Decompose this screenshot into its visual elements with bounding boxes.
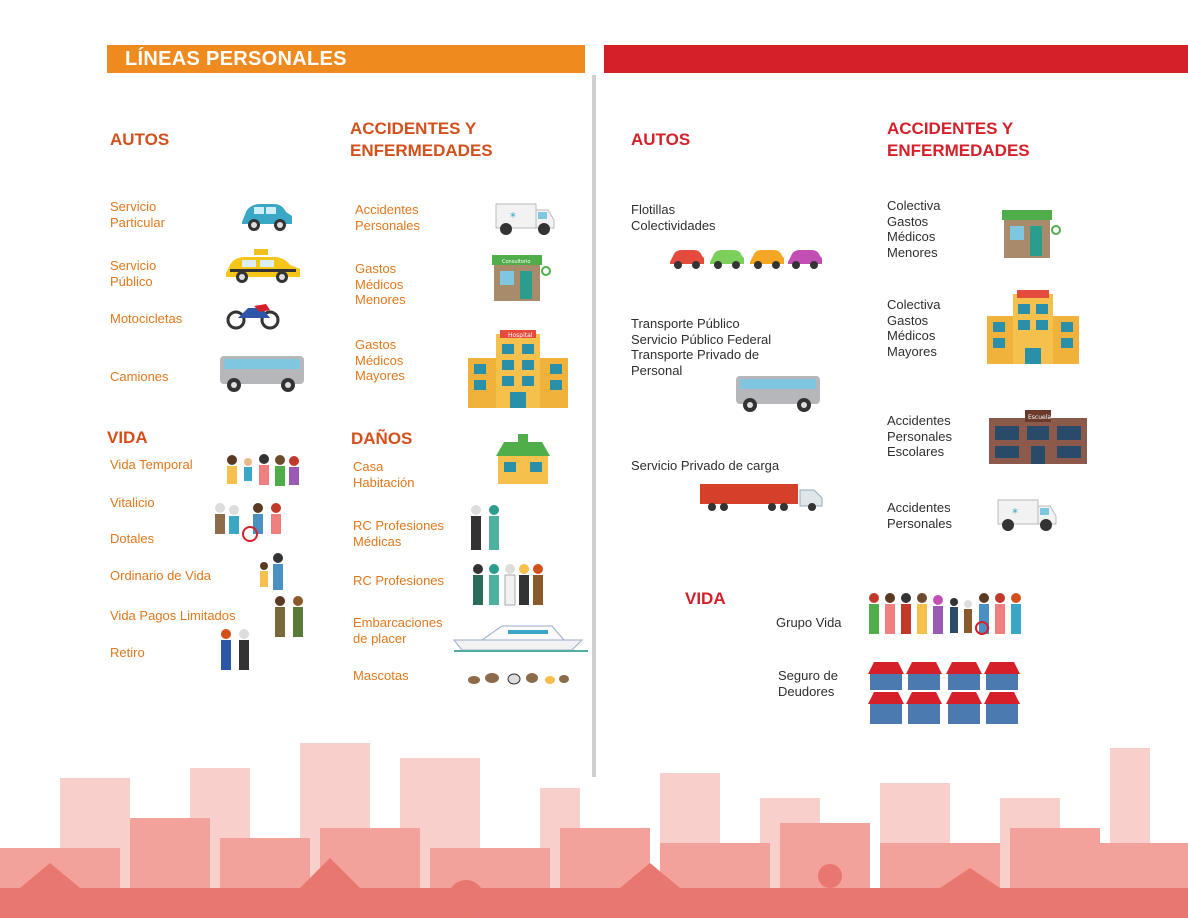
left-vida-item-retiro: Retiro: [110, 645, 145, 660]
hospital-sign: Hospital: [508, 332, 533, 339]
clinic-sign: Consultorio: [502, 259, 531, 265]
group-people-icon: [866, 590, 1028, 638]
yacht-icon: [452, 618, 588, 654]
school-icon: [987, 408, 1089, 466]
left-vida-heading: VIDA: [107, 428, 148, 447]
left-section-banner: LÍNEAS PERSONALES: [107, 45, 585, 73]
elderly-and-family-icon: [210, 500, 290, 546]
left-vida-item-vitalicio: Vitalicio: [110, 495, 155, 510]
right-accidentes-heading: ACCIDENTES Y ENFERMEDADES: [887, 119, 1030, 160]
left-danos-item-rc-medicas: RC Profesiones Médicas: [353, 518, 445, 549]
left-danos-item-casa: Casa Habitación: [353, 459, 415, 490]
left-accidentes-item-personales: Accidentes Personales: [355, 202, 421, 233]
column-divider: [592, 75, 596, 777]
bus-icon: [218, 354, 306, 394]
professionals-icon: [470, 563, 544, 607]
right-autos-item-flotillas: Flotillas Colectividades: [631, 202, 716, 233]
parent-child-icon: [256, 552, 290, 592]
right-accidentes-item-menores: Colectiva Gastos Médicos Menores: [887, 198, 941, 260]
hospital-icon: [985, 290, 1081, 366]
ambulance-icon: [494, 200, 556, 238]
couple-icon: [270, 595, 310, 639]
left-vida-item-dotales: Dotales: [110, 531, 155, 546]
right-autos-item-carga: Servicio Privado de carga: [631, 458, 780, 473]
left-autos-heading: AUTOS: [110, 130, 170, 149]
right-vida-heading: VIDA: [685, 589, 726, 608]
bus-icon: [734, 374, 822, 414]
doctors-icon: [466, 504, 506, 552]
right-autos-heading: AUTOS: [631, 130, 691, 149]
ambulance-icon: [996, 496, 1058, 534]
left-autos-item-camiones: Camiones: [110, 369, 169, 384]
right-accidentes-item-personales: Accidentes Personales: [887, 500, 953, 531]
left-autos-item-particular: Servicio Particular: [110, 199, 165, 230]
family-icon: [222, 452, 302, 496]
taxi-icon: [224, 249, 302, 285]
left-vida-item-ordinario: Ordinario de Vida: [110, 568, 211, 583]
car-fleet-icon: [668, 244, 824, 272]
left-vida-item-temporal: Vida Temporal: [110, 457, 193, 472]
clinic-icon: [1000, 208, 1062, 260]
left-accidentes-item-menores: Gastos Médicos Menores: [355, 261, 406, 307]
left-accidentes-item-mayores: Gastos Médicos Mayores: [355, 337, 405, 383]
cargo-truck-icon: [698, 482, 824, 514]
left-danos-item-mascotas: Mascotas: [353, 668, 409, 683]
clinic-icon: [490, 253, 552, 303]
right-autos-item-transporte: Transporte Público Servicio Público Federal Transporte Privado de Personal: [631, 316, 772, 378]
city-skyline-illustration: [0, 718, 1188, 918]
right-vida-item-grupo: Grupo Vida: [776, 615, 842, 630]
hospital-icon: [466, 330, 570, 410]
left-danos-item-rc-profesiones: RC Profesiones: [353, 573, 445, 588]
left-accidentes-heading: ACCIDENTES Y ENFERMEDADES: [350, 119, 493, 160]
blue-car-icon: [238, 198, 296, 234]
svg-text:*: *: [1012, 506, 1018, 520]
left-danos-item-embarcaciones: Embarcaciones de placer: [353, 615, 443, 646]
house-icon: [492, 434, 554, 486]
school-sign: Escuela: [1028, 414, 1052, 421]
right-accidentes-item-escolares: Accidentes Personales Escolares: [887, 413, 953, 459]
right-accidentes-item-mayores: Colectiva Gastos Médicos Mayores: [887, 297, 941, 359]
left-vida-item-pagos-limitados: Vida Pagos Limitados: [110, 608, 236, 623]
svg-text:*: *: [510, 210, 516, 224]
housing-complex-icon: [866, 660, 1028, 726]
motorcycle-icon: [226, 300, 280, 330]
left-autos-item-publico: Servicio Público: [110, 258, 157, 289]
left-danos-heading: DAÑOS: [351, 429, 413, 448]
right-section-banner: [604, 45, 1188, 73]
left-autos-item-motocicletas: Motocicletas: [110, 311, 183, 326]
pets-icon: [466, 666, 570, 688]
right-vida-item-deudores: Seguro de Deudores: [778, 668, 838, 699]
retirees-icon: [216, 628, 256, 674]
